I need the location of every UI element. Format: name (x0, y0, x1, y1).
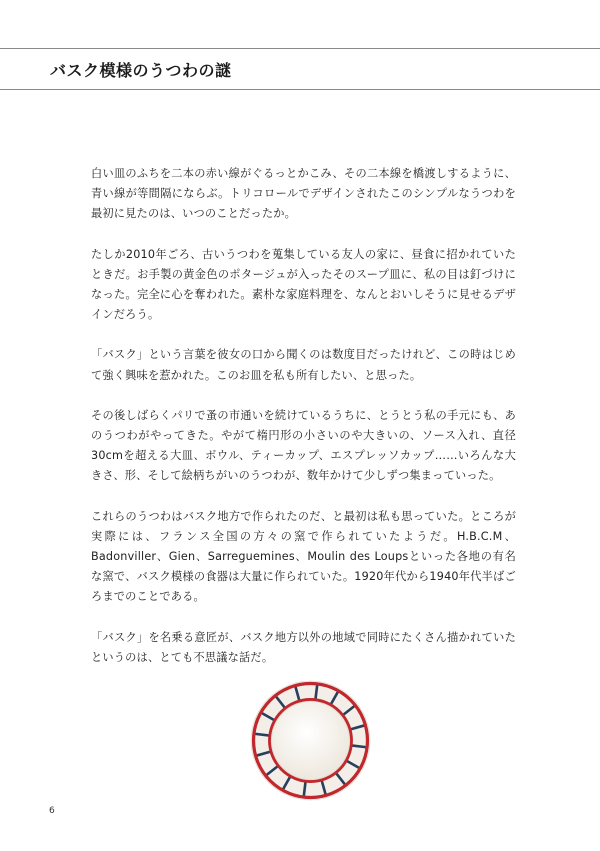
plate-stripe (316, 685, 318, 698)
paragraph-1: 白い皿のふちを二本の赤い線がぐるっとかこみ、その二本線を橋渡しするように、青い線が等間隔にならぶ。トリコロールでデザインされたこのシンプルなうつわを最初に見たのは、いつのことだったか。 (91, 167, 516, 221)
paragraph-5: これらのうつわはバスク地方で作られたのだ、と最初は私も思っていた。ところが実際には、フランス全国の方々の窯で作られていたようだ。H.B.C.M、Badonviller、Gien、Sarreguemines、Moulin des Loupsといった各地の有名な窯で、バスク模様の食器は大量に作られていた。1920年代から1940年代半ばごろまでのことである。 (91, 509, 516, 604)
page-number: 6 (49, 806, 55, 816)
page-title: バスク模様のうつわの謎 (50, 61, 232, 80)
top-rule (0, 48, 600, 49)
paragraph-4: その後しばらくパリで蚤の市通いを続けているうちに、とうとう私の手元にも、あのうつわがやってきた。やがて楕円形の小さいのや大きいの、ソース入れ、直径30cmを超える大皿、ボウル、ティーカップ、エスプレッソカップ……いろんな大きさ、形、そして絵柄ちがいのうつわが、数年かけて少しずつ集まっていった。 (91, 408, 516, 483)
plate-stripe (353, 746, 366, 748)
title-underline-rule (0, 89, 600, 90)
paragraph-3: 「バスク」という言葉を彼女の口から聞くのは数度目だったけれど、この時はじめて強く興味を惹かれた。このお皿を私も所有したい、と思った。 (91, 348, 516, 382)
plate-stripe (255, 734, 268, 736)
article-body (91, 164, 516, 688)
plate-stripe (304, 783, 306, 796)
paragraph-6: 「バスク」を名乗る意匠が、バスク地方以外の地域で同時にたくさん描かれていたというのは、とても不思議な話だ。 (91, 630, 516, 664)
basque-plate-illustration (250, 680, 371, 801)
paragraph-2: たしか2010年ごろ、古いうつわを蒐集している友人の家に、昼食に招かれていたときだ。お手製の黄金色のポタージュが入ったそのスープ皿に、私の目は釘づけになった。完全に心を奪われた。素朴な家庭料理を、なんとおいしそうに見せるデザインだろう。 (91, 247, 516, 322)
